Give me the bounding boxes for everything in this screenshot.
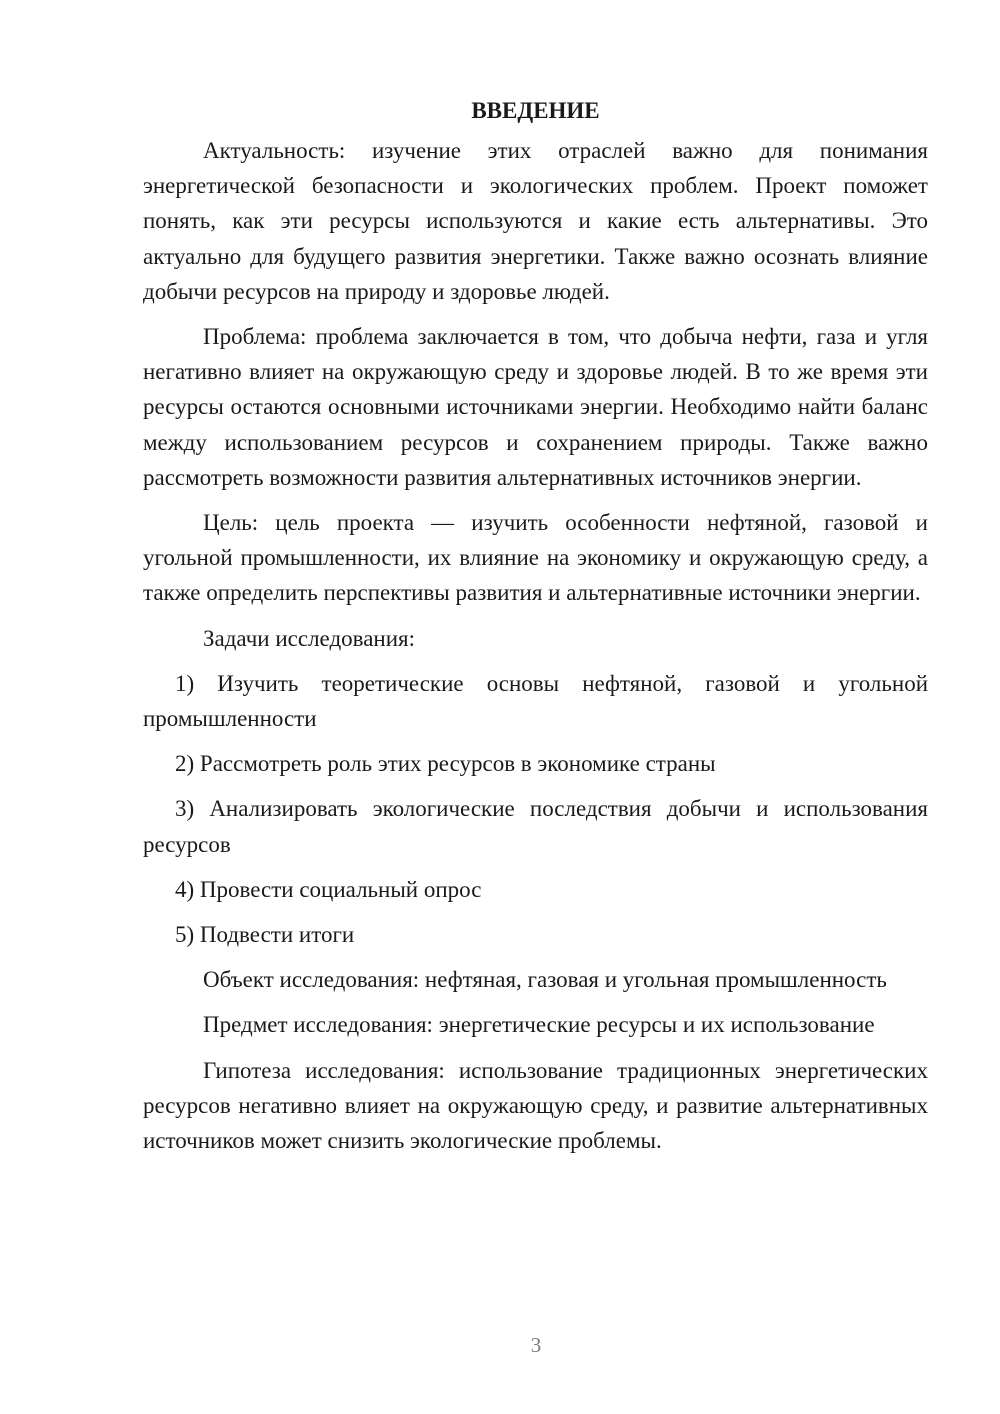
task-item-3: 3) Анализировать экологические последствия добычи и использования ресурсов — [143, 796, 928, 857]
goal-paragraph: Цель: цель проекта — изучить особенности нефтяной, газовой и угольной промышленности, их влияние на экономику и окружающую среду, а также определить перспективы развития и альтернативные источники энергии. — [143, 510, 928, 606]
page-number: 3 — [530, 1333, 542, 1357]
section-title: ВВЕДЕНИЕ — [471, 98, 600, 123]
task-item-1: 1) Изучить теоретические основы нефтяной, газовой и угольной промышленности — [143, 670, 928, 732]
research-object-paragraph: Объект исследования: нефтяная, газовая и угольная промышленность — [203, 967, 887, 993]
hypothesis-paragraph: Гипотеза исследования: использование традиционных энергетических ресурсов негативно влияет на окружающую среду, и развитие альтернативных источников может снизить экологические проблемы. — [143, 1057, 928, 1154]
relevance-paragraph: Актуальность: изучение этих отраслей важно для понимания энергетической безопасности и экологических проблем. Проект поможет понять, как эти ресурсы используются и какие есть альтернативы. Это актуально для будущего развития энергетики. Также важно осознать влияние добычи ресурсов на природу и здоровье людей. — [143, 138, 928, 304]
page-content — [143, 93, 928, 1168]
research-subject-paragraph: Предмет исследования: энергетические ресурсы и их использование — [203, 1012, 875, 1038]
task-item-2: 2) Рассмотреть роль этих ресурсов в экономике страны — [175, 751, 716, 777]
task-item-4: 4) Провести социальный опрос — [175, 876, 482, 902]
tasks-heading: Задачи исследования: — [203, 625, 416, 651]
problem-paragraph: Проблема: проблема заключается в том, что добыча нефти, газа и угля негативно влияет на окружающую среду и здоровье людей. В то же время эти ресурсы остаются основными источниками энергии. Необходимо найти баланс между использованием ресурсов и сохранением природы. Также важно рассмотреть возможности развития альтернативных источников энергии. — [143, 324, 928, 490]
task-item-5: 5) Подвести итоги — [175, 922, 355, 948]
